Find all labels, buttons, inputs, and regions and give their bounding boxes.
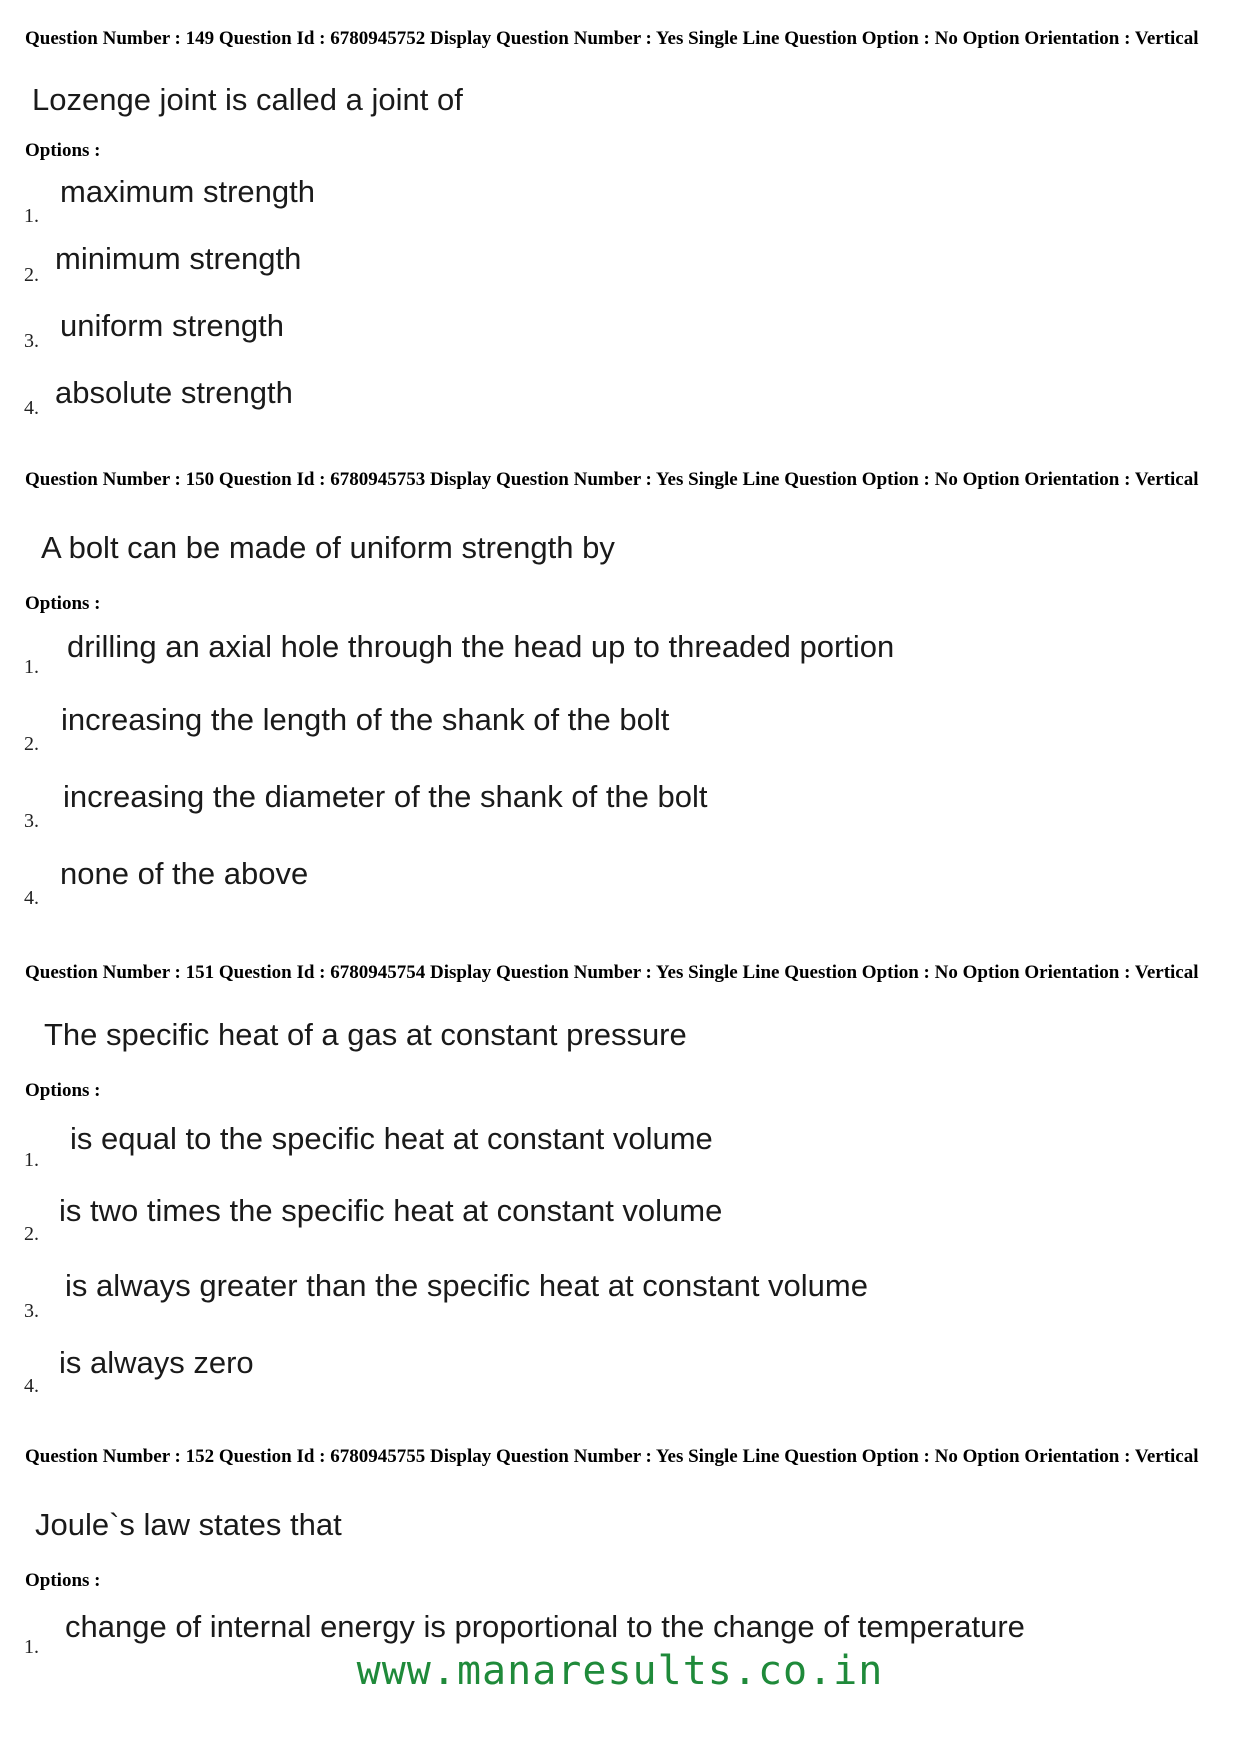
option-text: minimum strength [55, 241, 302, 276]
option-text: is equal to the specific heat at constant volume [70, 1121, 713, 1156]
option-text: none of the above [60, 856, 309, 891]
option-number: 4. [24, 887, 39, 909]
question-header: Question Number : 150 Question Id : 6780945753 Display Question Number : Yes Single Line Question Option : No Option Orientation : Vertical [25, 469, 1199, 490]
option-text: is always greater than the specific heat at constant volume [65, 1268, 868, 1303]
option-number: 4. [24, 1375, 39, 1397]
question-text: The specific heat of a gas at constant pressure [44, 1017, 687, 1052]
question-text: Joule`s law states that [35, 1507, 342, 1542]
option-text: increasing the diameter of the shank of the bolt [63, 779, 708, 814]
question-header: Question Number : 152 Question Id : 6780945755 Display Question Number : Yes Single Line Question Option : No Option Orientation : Vertical [25, 1446, 1199, 1467]
question-text: Lozenge joint is called a joint of [32, 82, 463, 117]
option-number: 1. [24, 1636, 39, 1658]
option-text: drilling an axial hole through the head up to threaded portion [67, 629, 895, 664]
option-number: 1. [24, 205, 39, 227]
option-number: 3. [24, 1300, 39, 1322]
question-header: Question Number : 149 Question Id : 6780945752 Display Question Number : Yes Single Line Question Option : No Option Orientation : Vertical [25, 28, 1199, 49]
site-watermark: www.manaresults.co.in [356, 1648, 884, 1694]
option-text: uniform strength [60, 308, 284, 343]
option-text: is always zero [59, 1345, 254, 1380]
option-text: is two times the specific heat at constant volume [59, 1193, 723, 1228]
option-number: 4. [24, 397, 39, 419]
option-number: 2. [24, 733, 39, 755]
option-text: change of internal energy is proportional to the change of temperature [65, 1609, 1025, 1644]
options-label: Options : [25, 1080, 101, 1101]
option-text: maximum strength [60, 174, 315, 209]
option-number: 2. [24, 264, 39, 286]
options-label: Options : [25, 140, 101, 161]
question-text: A bolt can be made of uniform strength by [41, 530, 615, 565]
question-header: Question Number : 151 Question Id : 6780945754 Display Question Number : Yes Single Line Question Option : No Option Orientation : Vertical [25, 962, 1199, 983]
option-number: 3. [24, 330, 39, 352]
options-label: Options : [25, 593, 101, 614]
option-text: absolute strength [55, 375, 293, 410]
option-text: increasing the length of the shank of the bolt [61, 702, 670, 737]
option-number: 2. [24, 1223, 39, 1245]
option-number: 1. [24, 1149, 39, 1171]
option-number: 3. [24, 810, 39, 832]
option-number: 1. [24, 656, 39, 678]
options-label: Options : [25, 1570, 101, 1591]
